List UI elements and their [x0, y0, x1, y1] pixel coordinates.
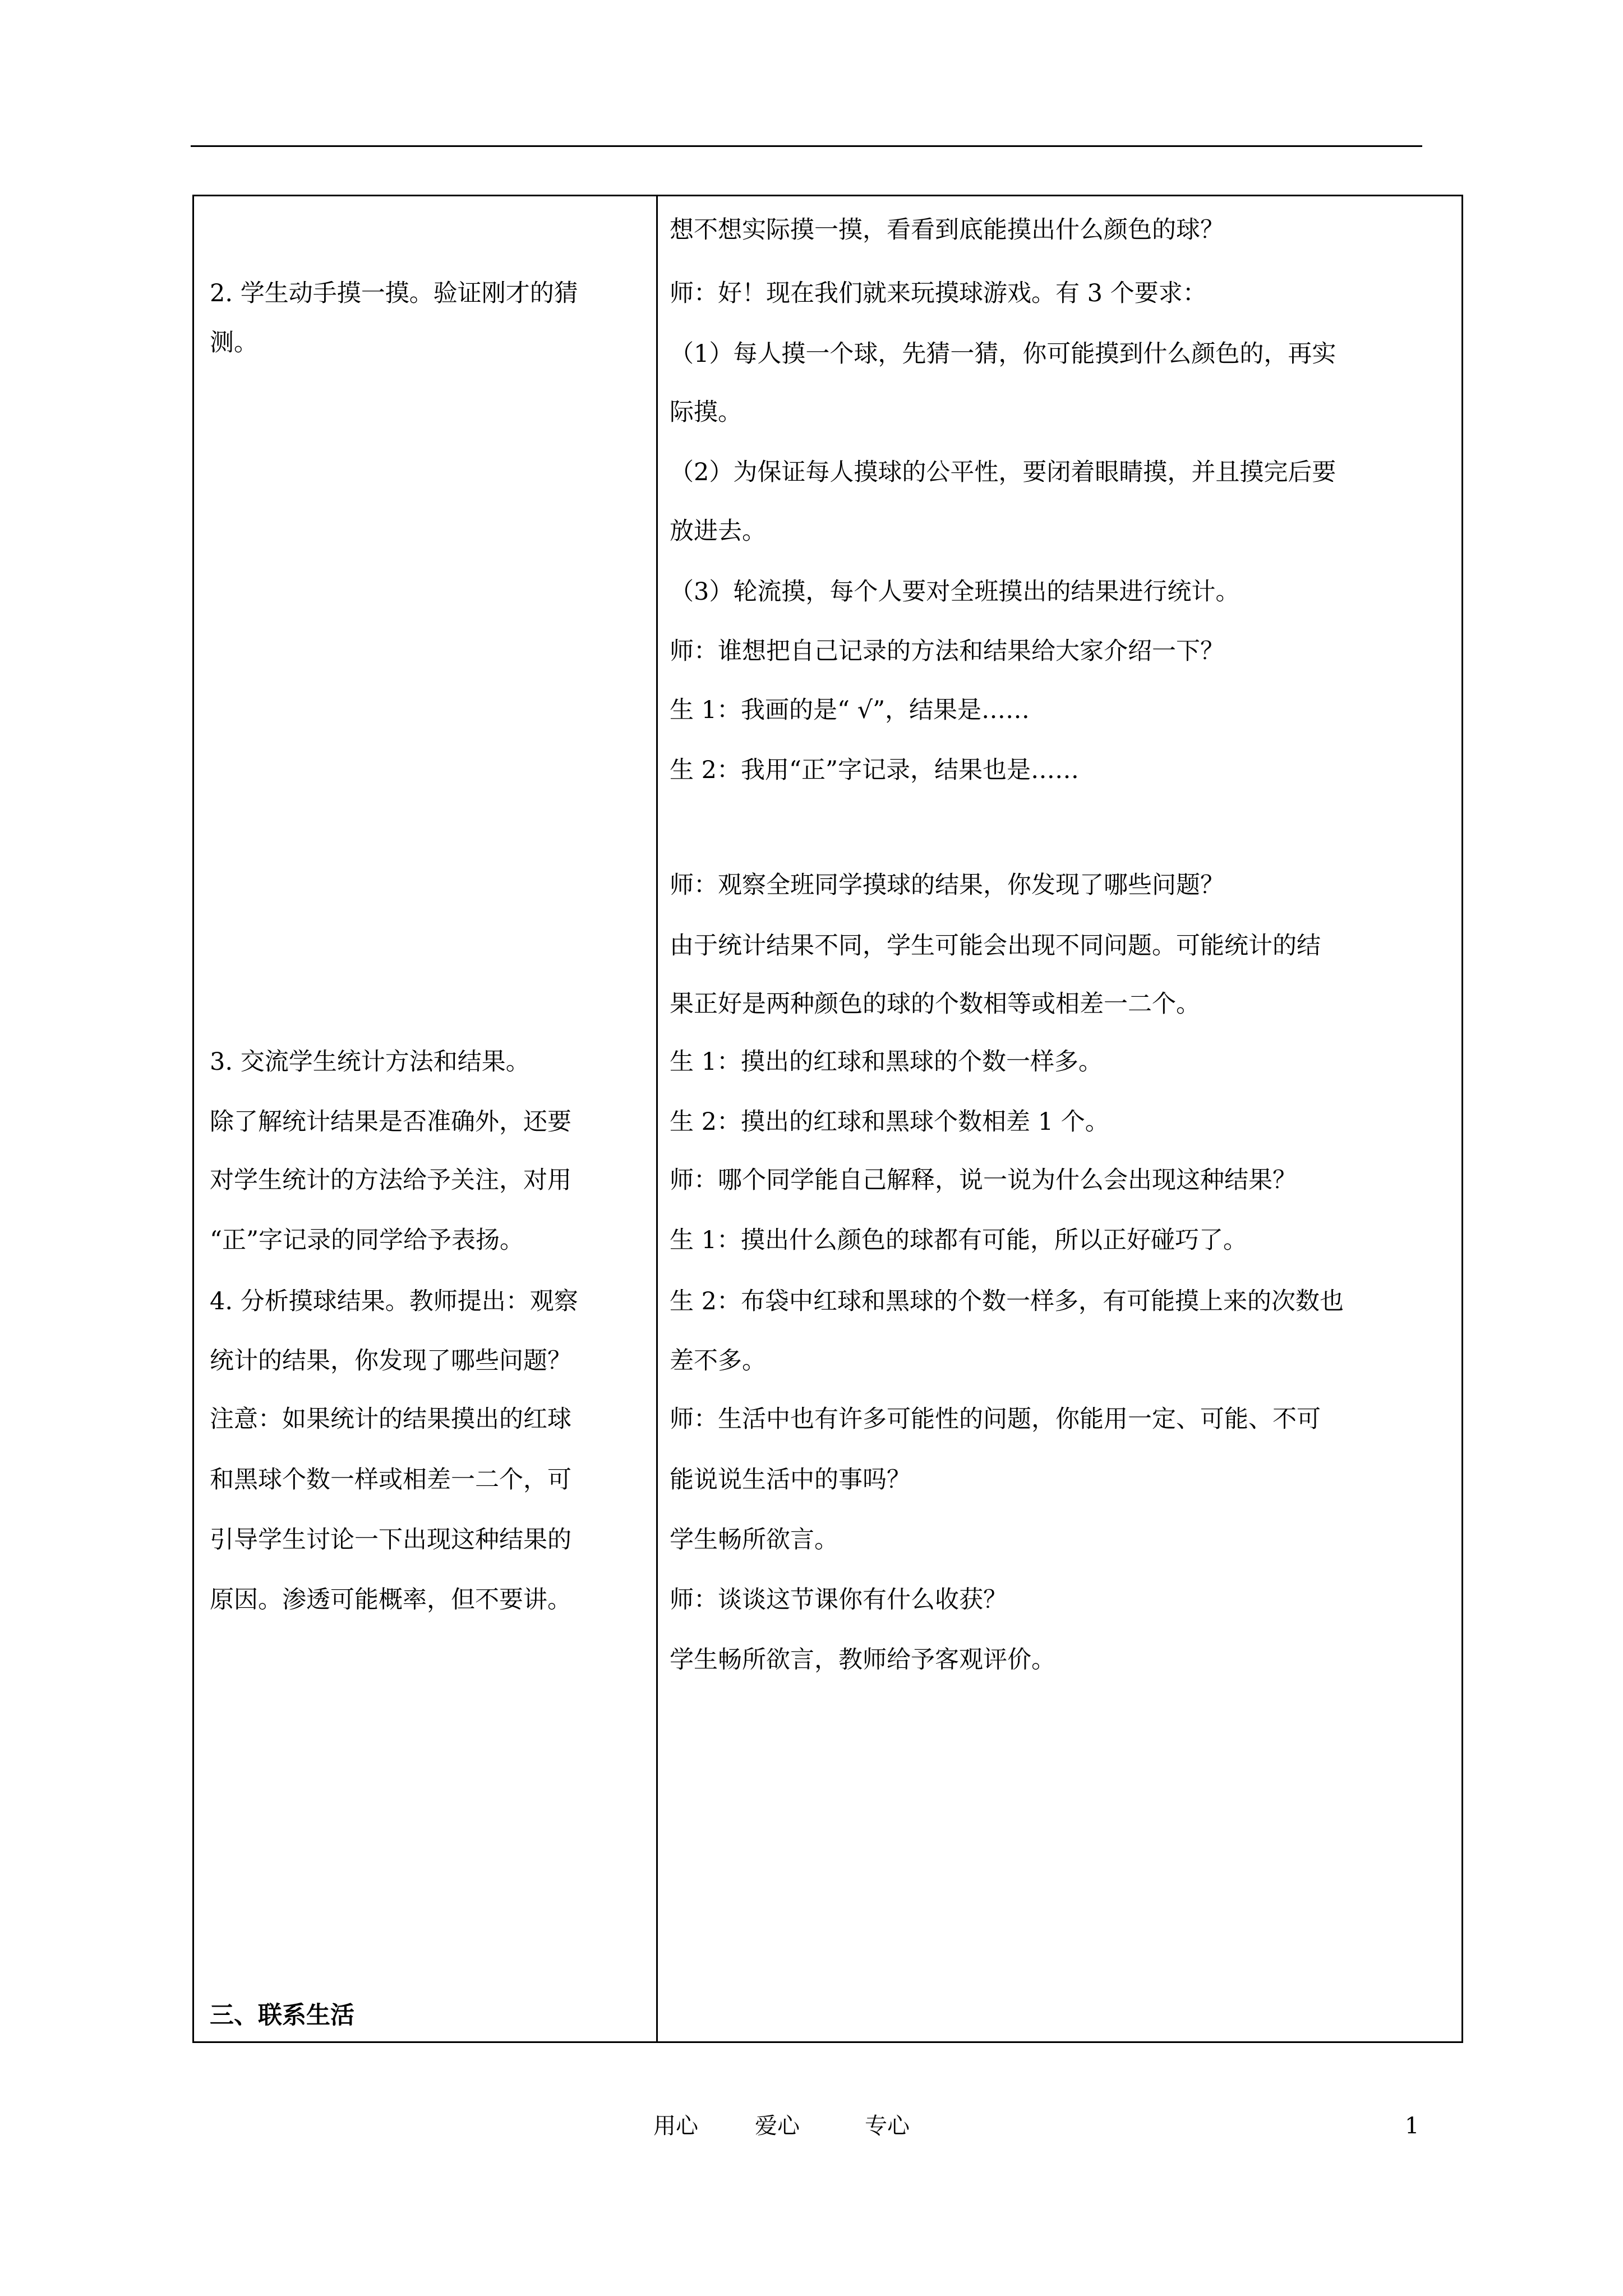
column-divider: [656, 196, 658, 2041]
dialogue-line: 师：哪个同学能自己解释，说一说为什么会出现这种结果？: [670, 1166, 1297, 1194]
note-line: 对学生统计的方法给予关注，对用: [210, 1166, 571, 1194]
footer-motto: 专心: [865, 2113, 910, 2139]
footer-motto: 爱心: [755, 2113, 800, 2139]
dialogue-line: （2）为保证每人摸球的公平性，要闭着眼睛摸，并且摸完后要: [670, 458, 1336, 486]
teaching-notes-cell: [210, 196, 653, 2041]
note-line: 除了解统计结果是否准确外，还要: [210, 1108, 571, 1136]
dialogue-line: 生 2：布袋中红球和黑球的个数一样多，有可能摸上来的次数也: [670, 1287, 1344, 1315]
dialogue-line: 师：生活中也有许多可能性的问题，你能用一定、可能、不可: [670, 1405, 1321, 1433]
header-rule: [191, 145, 1422, 147]
footer-motto: 用心: [653, 2113, 698, 2139]
dialogue-line: 差不多。: [670, 1347, 766, 1375]
note-line: 统计的结果，你发现了哪些问题？: [210, 1347, 571, 1375]
note-line: 4. 分析摸球结果。教师提出：观察: [210, 1287, 578, 1315]
note-line: 引导学生讨论一下出现这种结果的: [210, 1526, 571, 1554]
dialogue-line: 由于统计结果不同，学生可能会出现不同问题。可能统计的结: [670, 932, 1321, 960]
dialogue-line: （3）轮流摸，每个人要对全班摸出的结果进行统计。: [670, 578, 1240, 606]
section-heading: 三、联系生活: [210, 2001, 354, 2030]
dialogue-line: 师：好！现在我们就来玩摸球游戏。有 3 个要求：: [670, 279, 1207, 307]
note-line: “正”字记录的同学给予表扬。: [210, 1226, 524, 1254]
dialogue-line: 果正好是两种颜色的球的个数相等或相差一二个。: [670, 990, 1200, 1018]
dialogue-line: 生 1：我画的是“ √”，结果是……: [670, 696, 1030, 724]
dialogue-line: 师：谈谈这节课你有什么收获？: [670, 1586, 1007, 1614]
page-number: 1: [1405, 2113, 1419, 2139]
dialogue-line: 生 1：摸出的红球和黑球的个数一样多。: [670, 1048, 1103, 1076]
dialogue-line: 学生畅所欲言。: [670, 1526, 838, 1554]
dialogue-line: 际摸。: [670, 398, 742, 426]
dialogue-line: 生 1：摸出什么颜色的球都有可能，所以正好碰巧了。: [670, 1226, 1248, 1254]
classroom-dialogue-cell: [670, 196, 1455, 2041]
dialogue-line: 学生畅所欲言，教师给予客观评价。: [670, 1646, 1055, 1674]
dialogue-line: 师：观察全班同学摸球的结果，你发现了哪些问题？: [670, 871, 1224, 899]
note-line: 原因。渗透可能概率，但不要讲。: [210, 1586, 571, 1614]
note-line: 测。: [210, 329, 258, 357]
dialogue-line: （1）每人摸一个球，先猜一猜，你可能摸到什么颜色的，再实: [670, 340, 1336, 368]
note-line: 注意：如果统计的结果摸出的红球: [210, 1405, 571, 1433]
dialogue-line: 能说说生活中的事吗？: [670, 1466, 911, 1494]
lesson-plan-table: [192, 195, 1463, 2043]
dialogue-line: 放进去。: [670, 517, 766, 545]
dialogue-line: 生 2：摸出的红球和黑球个数相差 1 个。: [670, 1108, 1109, 1136]
note-line: 2. 学生动手摸一摸。验证刚才的猜: [210, 279, 578, 307]
dialogue-line: 生 2：我用“正”字记录，结果也是……: [670, 756, 1079, 784]
dialogue-line: 师：谁想把自己记录的方法和结果给大家介绍一下？: [670, 637, 1224, 665]
note-line: 3. 交流学生统计方法和结果。: [210, 1048, 530, 1076]
dialogue-line: 想不想实际摸一摸，看看到底能摸出什么颜色的球？: [670, 216, 1224, 244]
note-line: 和黑球个数一样或相差一二个，可: [210, 1466, 571, 1494]
